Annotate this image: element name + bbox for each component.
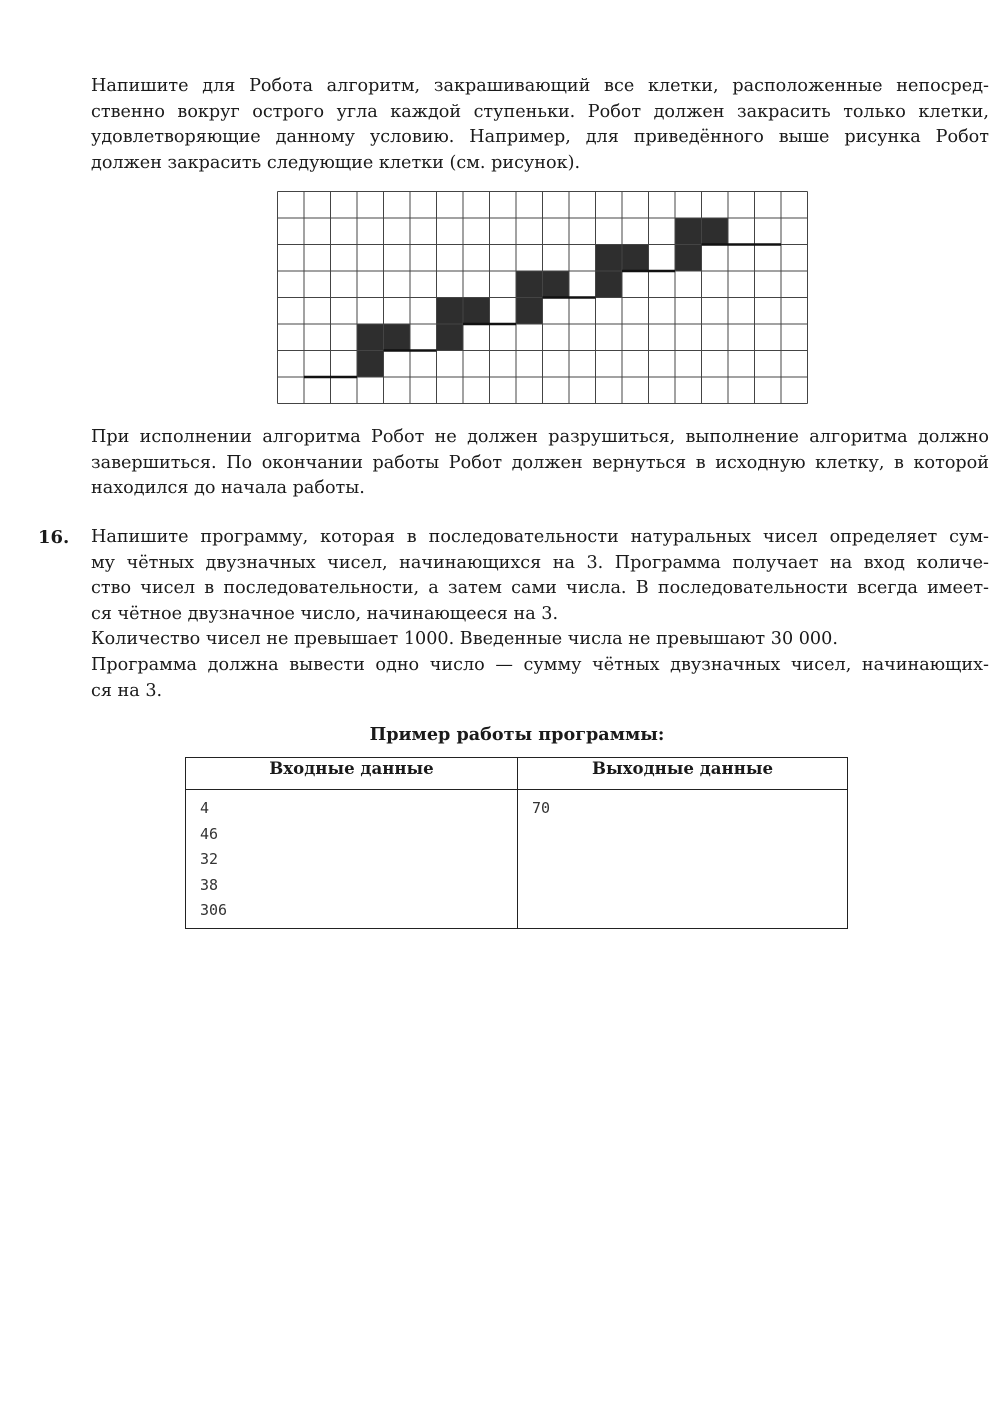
filled-cell xyxy=(437,298,464,325)
input-value: 46 xyxy=(200,824,219,843)
filled-cell xyxy=(543,271,570,298)
output-data-cell xyxy=(518,790,848,929)
filled-cell xyxy=(675,218,702,245)
filled-cell xyxy=(596,245,623,272)
text-line: Количество чисел не превышает 1000. Введенные числа не превышают 30 000. xyxy=(91,629,838,650)
input-value: 38 xyxy=(200,875,219,894)
table-row xyxy=(186,790,848,929)
text-line: ственно вокруг острого угла каждой ступеньки. Робот должен закрасить только клетки, xyxy=(91,101,989,122)
robot-task-requirements xyxy=(91,425,989,502)
text-line: находился до начала работы. xyxy=(91,478,365,499)
task16-statement xyxy=(91,525,989,704)
text-line: завершиться. По окончании работы Робот должен вернуться в исходную клетку, в которой xyxy=(91,452,989,473)
text-line: Напишите программу, которая в последовательности натуральных чисел определяет сум- xyxy=(91,527,989,547)
robot-task-intro xyxy=(91,74,989,176)
filled-cell xyxy=(702,218,729,245)
text-line: При исполнении алгоритма Робот не должен разрушиться, выполнение алгоритма должно xyxy=(91,427,989,447)
output-header: Выходные данные xyxy=(518,758,848,790)
filled-cell xyxy=(463,298,490,325)
robot-grid-figure xyxy=(277,191,809,409)
text-line: Программа должна вывести одно число — сумму чётных двузначных чисел, начинающих- xyxy=(91,654,989,675)
text-line: Напишите для Робота алгоритм, закрашивающий все клетки, расположенные непосред- xyxy=(91,76,989,96)
filled-cell xyxy=(675,245,702,272)
example-table xyxy=(185,757,848,929)
text-line: удовлетворяющие данному условию. Например, для приведённого выше рисунка Робот xyxy=(91,127,989,148)
text-line: должен закрасить следующие клетки (см. рисунок). xyxy=(91,152,581,173)
filled-cell xyxy=(516,298,543,325)
filled-cell xyxy=(357,324,384,351)
input-header: Входные данные xyxy=(186,758,518,790)
task-number: 16. xyxy=(38,527,70,548)
filled-cell xyxy=(596,271,623,298)
input-value: 32 xyxy=(200,850,219,869)
filled-cell xyxy=(516,271,543,298)
input-data-cell xyxy=(186,790,518,929)
filled-cell xyxy=(622,245,649,272)
output-value: 70 xyxy=(532,799,551,817)
filled-cell xyxy=(437,324,464,351)
text-line: ство чисел в последовательности, а затем сами числа. В последовательности всегда имеет- xyxy=(91,578,989,599)
input-value: 4 xyxy=(200,799,210,817)
filled-cell xyxy=(384,324,411,351)
table-header-row xyxy=(186,758,848,790)
filled-cell xyxy=(357,351,384,378)
text-line: ся чётное двузначное число, начинающееся на 3. xyxy=(91,603,559,624)
input-value: 306 xyxy=(200,901,228,920)
example-title: Пример работы программы: xyxy=(369,724,665,745)
text-line: ся на 3. xyxy=(91,680,163,701)
text-line: му чётных двузначных чисел, начинающихся на 3. Программа получает на вход количе- xyxy=(91,552,989,573)
